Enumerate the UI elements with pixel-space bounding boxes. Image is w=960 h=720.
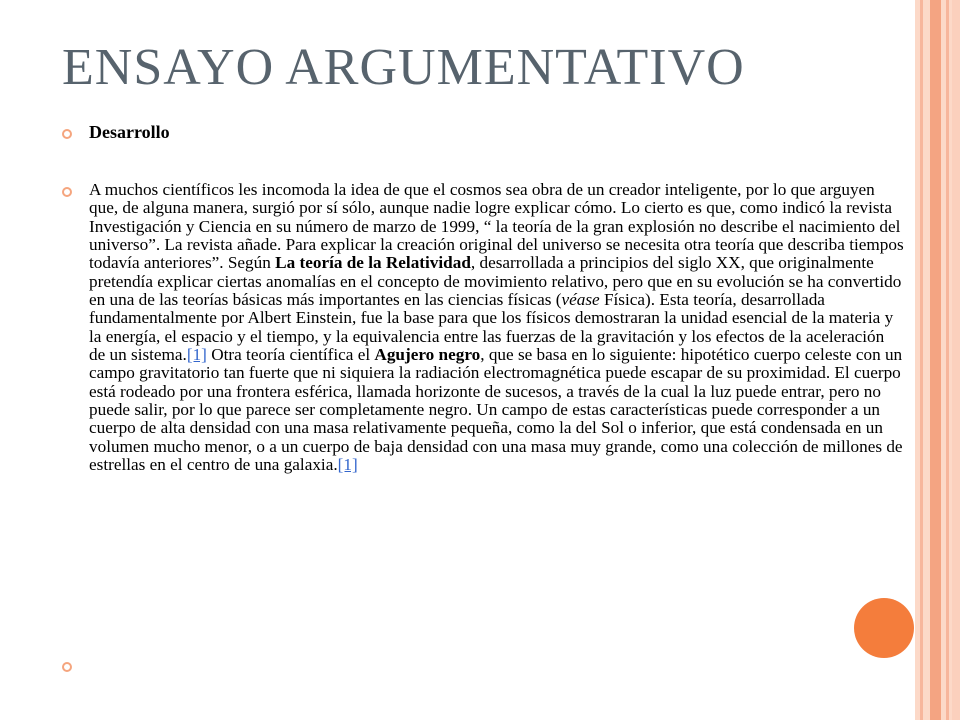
body-paragraph [89,181,904,475]
paragraph-text: Física). Esta teoría, desarrollada fundamentalmente por Albert Einstein, fue la base para que los físicos demostraran la unidad esencial de la materia y la energía, el espacio y el tiempo, y la equivalencia entre las fuerzas de la gravitación y los efectos de la aceleración de un sistema. [89,290,894,365]
paragraph-text: , desarrollada a principios del siglo XX, que originalmente pretendía explicar ciertas anomalías en el concepto de movimiento relativo, pero que en su evolución se ha convertido en una de las teorías básicas más importantes en las ciencias físicas ( [89,253,902,310]
right-edge-stripe [930,0,941,720]
bullet-circle-icon [62,187,72,197]
bold-term-black-hole: Agujero negro [374,345,481,365]
slide-title: ENSAYO ARGUMENTATIVO [62,39,745,96]
footnote-link[interactable]: [1] [186,345,207,365]
bullet-circle-icon [62,662,72,672]
footnote-link[interactable]: [1] [337,455,358,475]
paragraph-text: Otra teoría científica el [206,345,375,365]
section-heading: Desarrollo [89,122,170,142]
bold-term-relativity: La teoría de la Relatividad [275,253,471,273]
bullet-circle-icon [62,129,72,139]
italic-term: véase [561,290,600,310]
paragraph-text: , que se basa en lo siguiente: hipotético cuerpo celeste con un campo gravitatorio tan fuerte que ni siquiera la radiación electromagnética puede escapar de su proximidad. El cuerpo está rodeado por una frontera esférica, llamada horizonte de sucesos, a través de la cual la luz puede entrar, pero no puede salir, por lo que parece ser completamente negro. Un campo de estas características puede corresponder a un cuerpo de alta densidad con una masa relativamente pequeña, como la del Sol o inferior, que está condensada en un volumen mucho menor, o a un cuerpo de baja densidad con una masa muy grande, como una colección de millones de estrellas en el centro de una galaxia. [89,345,903,475]
right-edge-stripe [946,0,949,720]
right-edge-stripe [952,0,960,720]
decorative-orange-circle [854,598,914,658]
paragraph-text: A muchos científicos les incomoda la idea de que el cosmos sea obra de un creador inteligente, por lo que arguyen que, de alguna manera, surgió por sí sólo, aunque nadie logre explicar cómo. Lo cierto es que, como indicó la revista Investigación y Ciencia en su número de marzo de 1999, “ la teoría de la gran explosión no describe el nacimiento del universo”. La revista añade. Para explicar la creación original del universo se necesita otra teoría que describa tiempos todavía anteriores”. Según [89,180,904,273]
right-edge-stripe [920,0,923,720]
